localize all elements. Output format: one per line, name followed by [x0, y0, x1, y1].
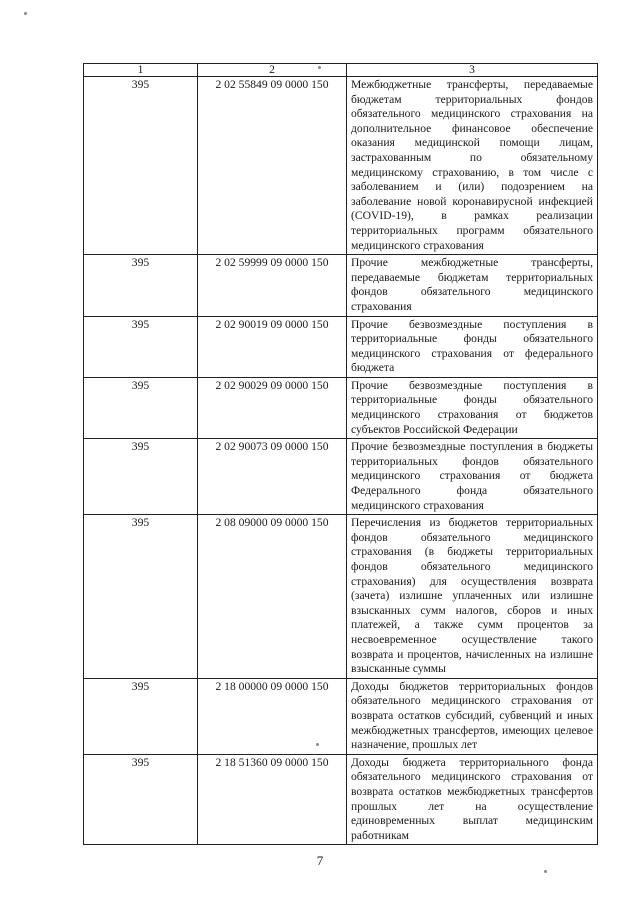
revenue-name-cell: Межбюджетные трансферты, передаваемые бюджетам территориальных фондов обязательного медицинского страхования на дополнительное финансовое обеспечение оказания медицинской помощи лицам, застрахованным по обязательному медицинскому страхованию, в том числе с заболеванием и (или) подозрением на заболевание новой коронавирусной инфекцией (COVID-19), в рамках реализации территориальных программ обязательного медицинского страхования: [347, 77, 598, 255]
revenue-name-cell: Доходы бюджетов территориальных фондов обязательного медицинского страхования от возврата остатков субсидий, субвенций и иных межбюджетных трансфертов, имеющих целевое назначение, прошлых лет: [347, 678, 598, 754]
table-body: [84, 77, 598, 845]
table-row: [84, 754, 598, 845]
admin-code-cell: 395: [84, 255, 198, 316]
admin-code-cell: 395: [84, 515, 198, 679]
budget-code-cell: 2 02 90019 09 0000 150: [198, 316, 347, 377]
budget-code-cell: 2 02 55849 09 0000 150: [198, 77, 347, 255]
table-row: [84, 678, 598, 754]
column-header-2: 2: [198, 64, 347, 77]
admin-code-cell: 395: [84, 77, 198, 255]
revenue-name-cell: Прочие безвозмездные поступления в территориальные фонды обязательного медицинского страхования от федерального бюджета: [347, 316, 598, 377]
admin-code-cell: 395: [84, 439, 198, 515]
budget-code-cell: 2 18 51360 09 0000 150: [198, 754, 347, 845]
budget-code-cell: 2 08 09000 09 0000 150: [198, 515, 347, 679]
table-row: [84, 77, 598, 255]
column-header-3: 3: [347, 64, 598, 77]
table-row: [84, 377, 598, 438]
revenue-codes-table: [83, 63, 598, 845]
revenue-name-cell: Прочие безвозмездные поступления в территориальные фонды обязательного медицинского страхования от бюджетов субъектов Российской Федерации: [347, 377, 598, 438]
table-row: [84, 515, 598, 679]
budget-code-cell: 2 18 00000 09 0000 150: [198, 678, 347, 754]
admin-code-cell: 395: [84, 754, 198, 845]
table-row: [84, 255, 598, 316]
scan-speck: [318, 66, 321, 69]
revenue-name-cell: Перечисления из бюджетов территориальных фондов обязательного медицинского страхования (в бюджеты территориальных фондов обязательного медицинского страхования) для осуществления возврата (зачета) излишне уплаченных или излишне взысканных сумм налогов, сборов и иных платежей, а также сумм процентов за несвоевременное осуществление такого возврата и процентов, начисленных на излишне взысканные суммы: [347, 515, 598, 679]
admin-code-cell: 395: [84, 678, 198, 754]
budget-code-cell: 2 02 90073 09 0000 150: [198, 439, 347, 515]
revenue-name-cell: Прочие межбюджетные трансферты, передаваемые бюджетам территориальных фондов обязательного медицинского страхования: [347, 255, 598, 316]
page-number: 7: [316, 853, 324, 868]
column-header-1: 1: [84, 64, 198, 77]
budget-code-cell: 2 02 59999 09 0000 150: [198, 255, 347, 316]
admin-code-cell: 395: [84, 316, 198, 377]
revenue-name-cell: Прочие безвозмездные поступления в бюджеты территориальных фондов обязательного медицинского страхования от бюджета Федерального фонда обязательного медицинского страхования: [347, 439, 598, 515]
scan-speck: [316, 743, 319, 746]
admin-code-cell: 395: [84, 377, 198, 438]
revenue-name-cell: Доходы бюджета территориального фонда обязательного медицинского страхования от возврата остатков межбюджетных трансфертов прошлых лет на осуществление единовременных выплат медицинским работникам: [347, 754, 598, 845]
table-row: [84, 439, 598, 515]
table-header-row: [84, 64, 598, 77]
table-row: [84, 316, 598, 377]
scan-speck: [24, 12, 27, 15]
budget-code-cell: 2 02 90029 09 0000 150: [198, 377, 347, 438]
scan-speck: [544, 870, 547, 873]
